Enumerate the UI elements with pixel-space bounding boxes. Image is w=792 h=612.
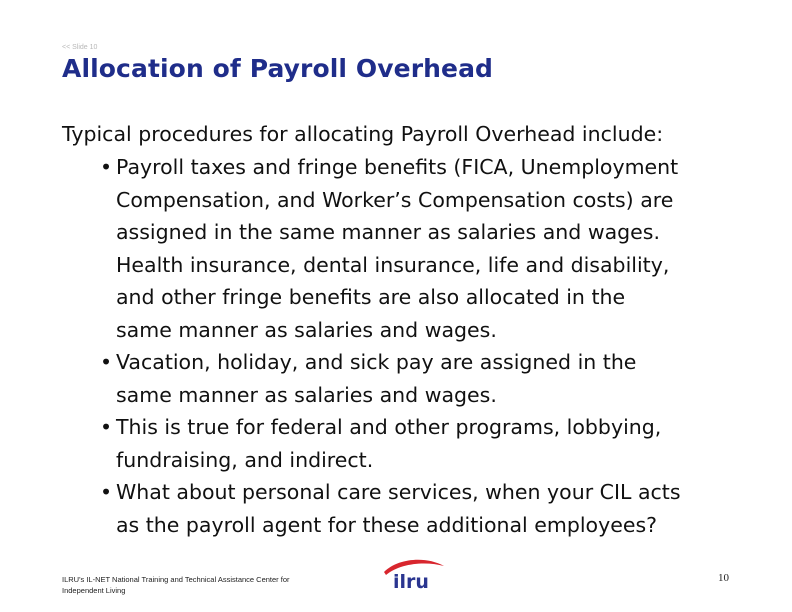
bullet-line: same manner as salaries and wages. <box>116 382 497 407</box>
footer-organization-line: Independent Living <box>62 586 126 595</box>
slide-number-label: << Slide 10 <box>62 44 98 51</box>
bullet-line: Vacation, holiday, and sick pay are assigned in the <box>116 350 637 374</box>
bullet-line: fundraising, and indirect. <box>116 447 374 472</box>
intro-text: Typical procedures for allocating Payroll Overhead include: <box>62 122 664 146</box>
page-number: 10 <box>718 572 729 584</box>
bullet-line: Health insurance, dental insurance, life and disability, <box>116 252 670 277</box>
ilru-logo-icon <box>380 556 450 592</box>
bullet-item <box>100 411 760 476</box>
slide-title: Allocation of Payroll Overhead <box>62 54 494 83</box>
bullet-item <box>100 151 760 346</box>
bullet-line: as the payroll agent for these additional employees? <box>116 512 658 537</box>
bullet-line: Payroll taxes and fringe benefits (FICA, Unemployment <box>116 155 679 179</box>
bullet-item <box>100 476 760 541</box>
footer-organization <box>62 574 352 596</box>
bullet-icon: • <box>100 350 113 374</box>
bullet-line: Compensation, and Worker’s Compensation costs) are <box>116 187 674 212</box>
bullet-icon: • <box>100 480 113 504</box>
bullet-item <box>100 346 760 411</box>
bullet-line: same manner as salaries and wages. <box>116 317 497 342</box>
logo-text: ilru <box>393 571 429 592</box>
bullet-line: What about personal care services, when your CIL acts <box>116 480 681 504</box>
bullet-line: This is true for federal and other programs, lobbying, <box>116 415 662 439</box>
bullet-line: assigned in the same manner as salaries and wages. <box>116 220 660 244</box>
footer-organization-line: ILRU's IL-NET National Training and Technical Assistance Center for <box>62 575 290 584</box>
bullet-line: and other fringe benefits are also allocated in the <box>116 285 626 309</box>
bullet-icon: • <box>100 155 113 179</box>
bullet-icon: • <box>100 415 113 439</box>
bullet-list <box>100 151 760 541</box>
